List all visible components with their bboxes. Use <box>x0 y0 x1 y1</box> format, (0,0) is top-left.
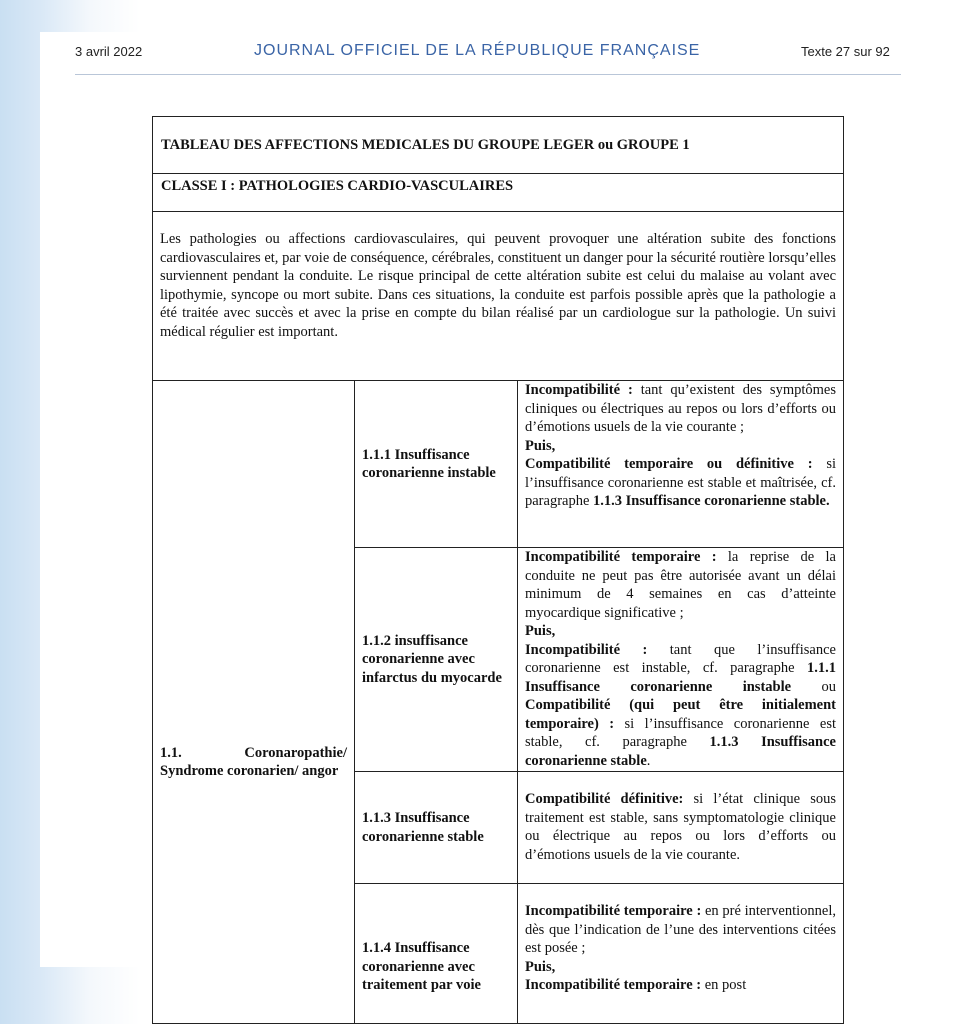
desc-text: en pré interventionnel, dès que l’indication de l’une des interventions citées est posée ; <box>525 903 836 956</box>
desc-text: si l’insuffisance coronarienne est stable et maîtrisée, cf. paragraphe <box>525 456 836 509</box>
description-cell <box>518 381 844 548</box>
journal-title: JOURNAL OFFICIEL DE LA RÉPUBLIQUE FRANÇAISE <box>254 42 701 59</box>
desc-text: en post <box>701 977 747 993</box>
description-cell <box>518 548 844 772</box>
pathology-label: 1.1. Coronaropathie/ Syndrome coronarien/ angor <box>160 744 347 779</box>
desc-bold: 1.1.3 Insuffisance coronarienne stable <box>525 734 836 769</box>
subcategory-cell: 1.1.3 Insuffisance coronarienne stable <box>355 772 518 884</box>
desc-text: la reprise de la conduite ne peut pas être autorisée avant un délai minimum de 4 semaines en cas d’atteinte myocardique significative ; <box>525 549 836 621</box>
subcategory-cell: 1.1.2 insuffisance coronarienne avec infarctus du myocarde <box>355 548 518 772</box>
desc-bold: Incompatibilité temporaire : <box>525 903 702 919</box>
desc-bold: Puis, <box>525 958 556 975</box>
page-header <box>0 0 976 80</box>
desc-text: tant qu’existent des symptômes cliniques ou électriques au repos ou lors d’efforts ou d’émotions usuels de la vie courante ; <box>525 382 836 435</box>
desc-bold: Incompatibilité temporaire : <box>525 977 702 993</box>
desc-bold: 1.1.3 Insuffisance coronarienne stable. <box>593 493 830 509</box>
medical-conditions-table <box>152 116 844 1024</box>
publication-date: 3 avril 2022 <box>75 44 143 59</box>
subcategory-label: 1.1.4 Insuffisance coronarienne avec traitement par voie <box>362 940 481 993</box>
page-counter: Texte 27 sur 92 <box>801 44 890 59</box>
desc-bold: Puis, <box>525 623 556 639</box>
description-cell <box>518 884 844 1024</box>
desc-text: si l’état clinique sous traitement est stable, sans symptomatologie clinique ou électrique au repos ou lors d’efforts ou d’émotions usuels de la vie courante. <box>525 791 836 863</box>
desc-bold: Compatibilité temporaire ou définitive : <box>525 456 813 472</box>
table-row <box>153 381 844 548</box>
desc-bold: Compatibilité définitive: <box>525 791 684 807</box>
description-cell <box>518 772 844 884</box>
desc-bold: 1.1.1 Insuffisance coronarienne instable <box>525 660 836 695</box>
desc-bold: Incompatibilité temporaire : <box>525 549 717 565</box>
desc-text: ou <box>791 678 836 695</box>
desc-bold: Puis, <box>525 437 556 454</box>
table-title: TABLEAU DES AFFECTIONS MEDICALES DU GROUPE LEGER ou GROUPE 1 <box>153 117 844 174</box>
desc-text: si l’insuffisance coronarienne est stable, cf. paragraphe <box>525 715 836 750</box>
desc-text: tant que l’insuffisance coronarienne est instable, cf. paragraphe <box>525 641 836 676</box>
header-divider <box>75 74 901 75</box>
subcategory-cell: 1.1.1 Insuffisance coronarienne instable <box>355 381 518 548</box>
intro-paragraph: Les pathologies ou affections cardiovasculaires, qui peuvent provoquer une altération subite des fonctions cardiovasculaires et, par voie de conséquence, cérébrales, constituent un danger pour la sécurité routière lorsqu’elles surviennent pendant la conduite. Le risque principal de cette altération subite est celui du malaise au volant avec lipothymie, syncope ou mort subite. Dans ces situations, la conduite est parfois possible après que la pathologie a été traitée avec succès et avec la prise en compte du bilan réalisé par un cardiologue sur la pathologie. Un suivi médical régulier est important. <box>153 212 844 381</box>
desc-bold: Incompatibilité : <box>525 382 633 398</box>
desc-bold: Compatibilité (qui peut être initialement temporaire) : <box>525 697 836 732</box>
class-heading: CLASSE I : PATHOLOGIES CARDIO-VASCULAIRES <box>153 174 844 212</box>
pathology-cell <box>153 381 355 1024</box>
desc-text: . <box>646 752 651 769</box>
desc-bold: Incompatibilité : <box>525 641 648 658</box>
subcategory-cell <box>355 884 518 1024</box>
